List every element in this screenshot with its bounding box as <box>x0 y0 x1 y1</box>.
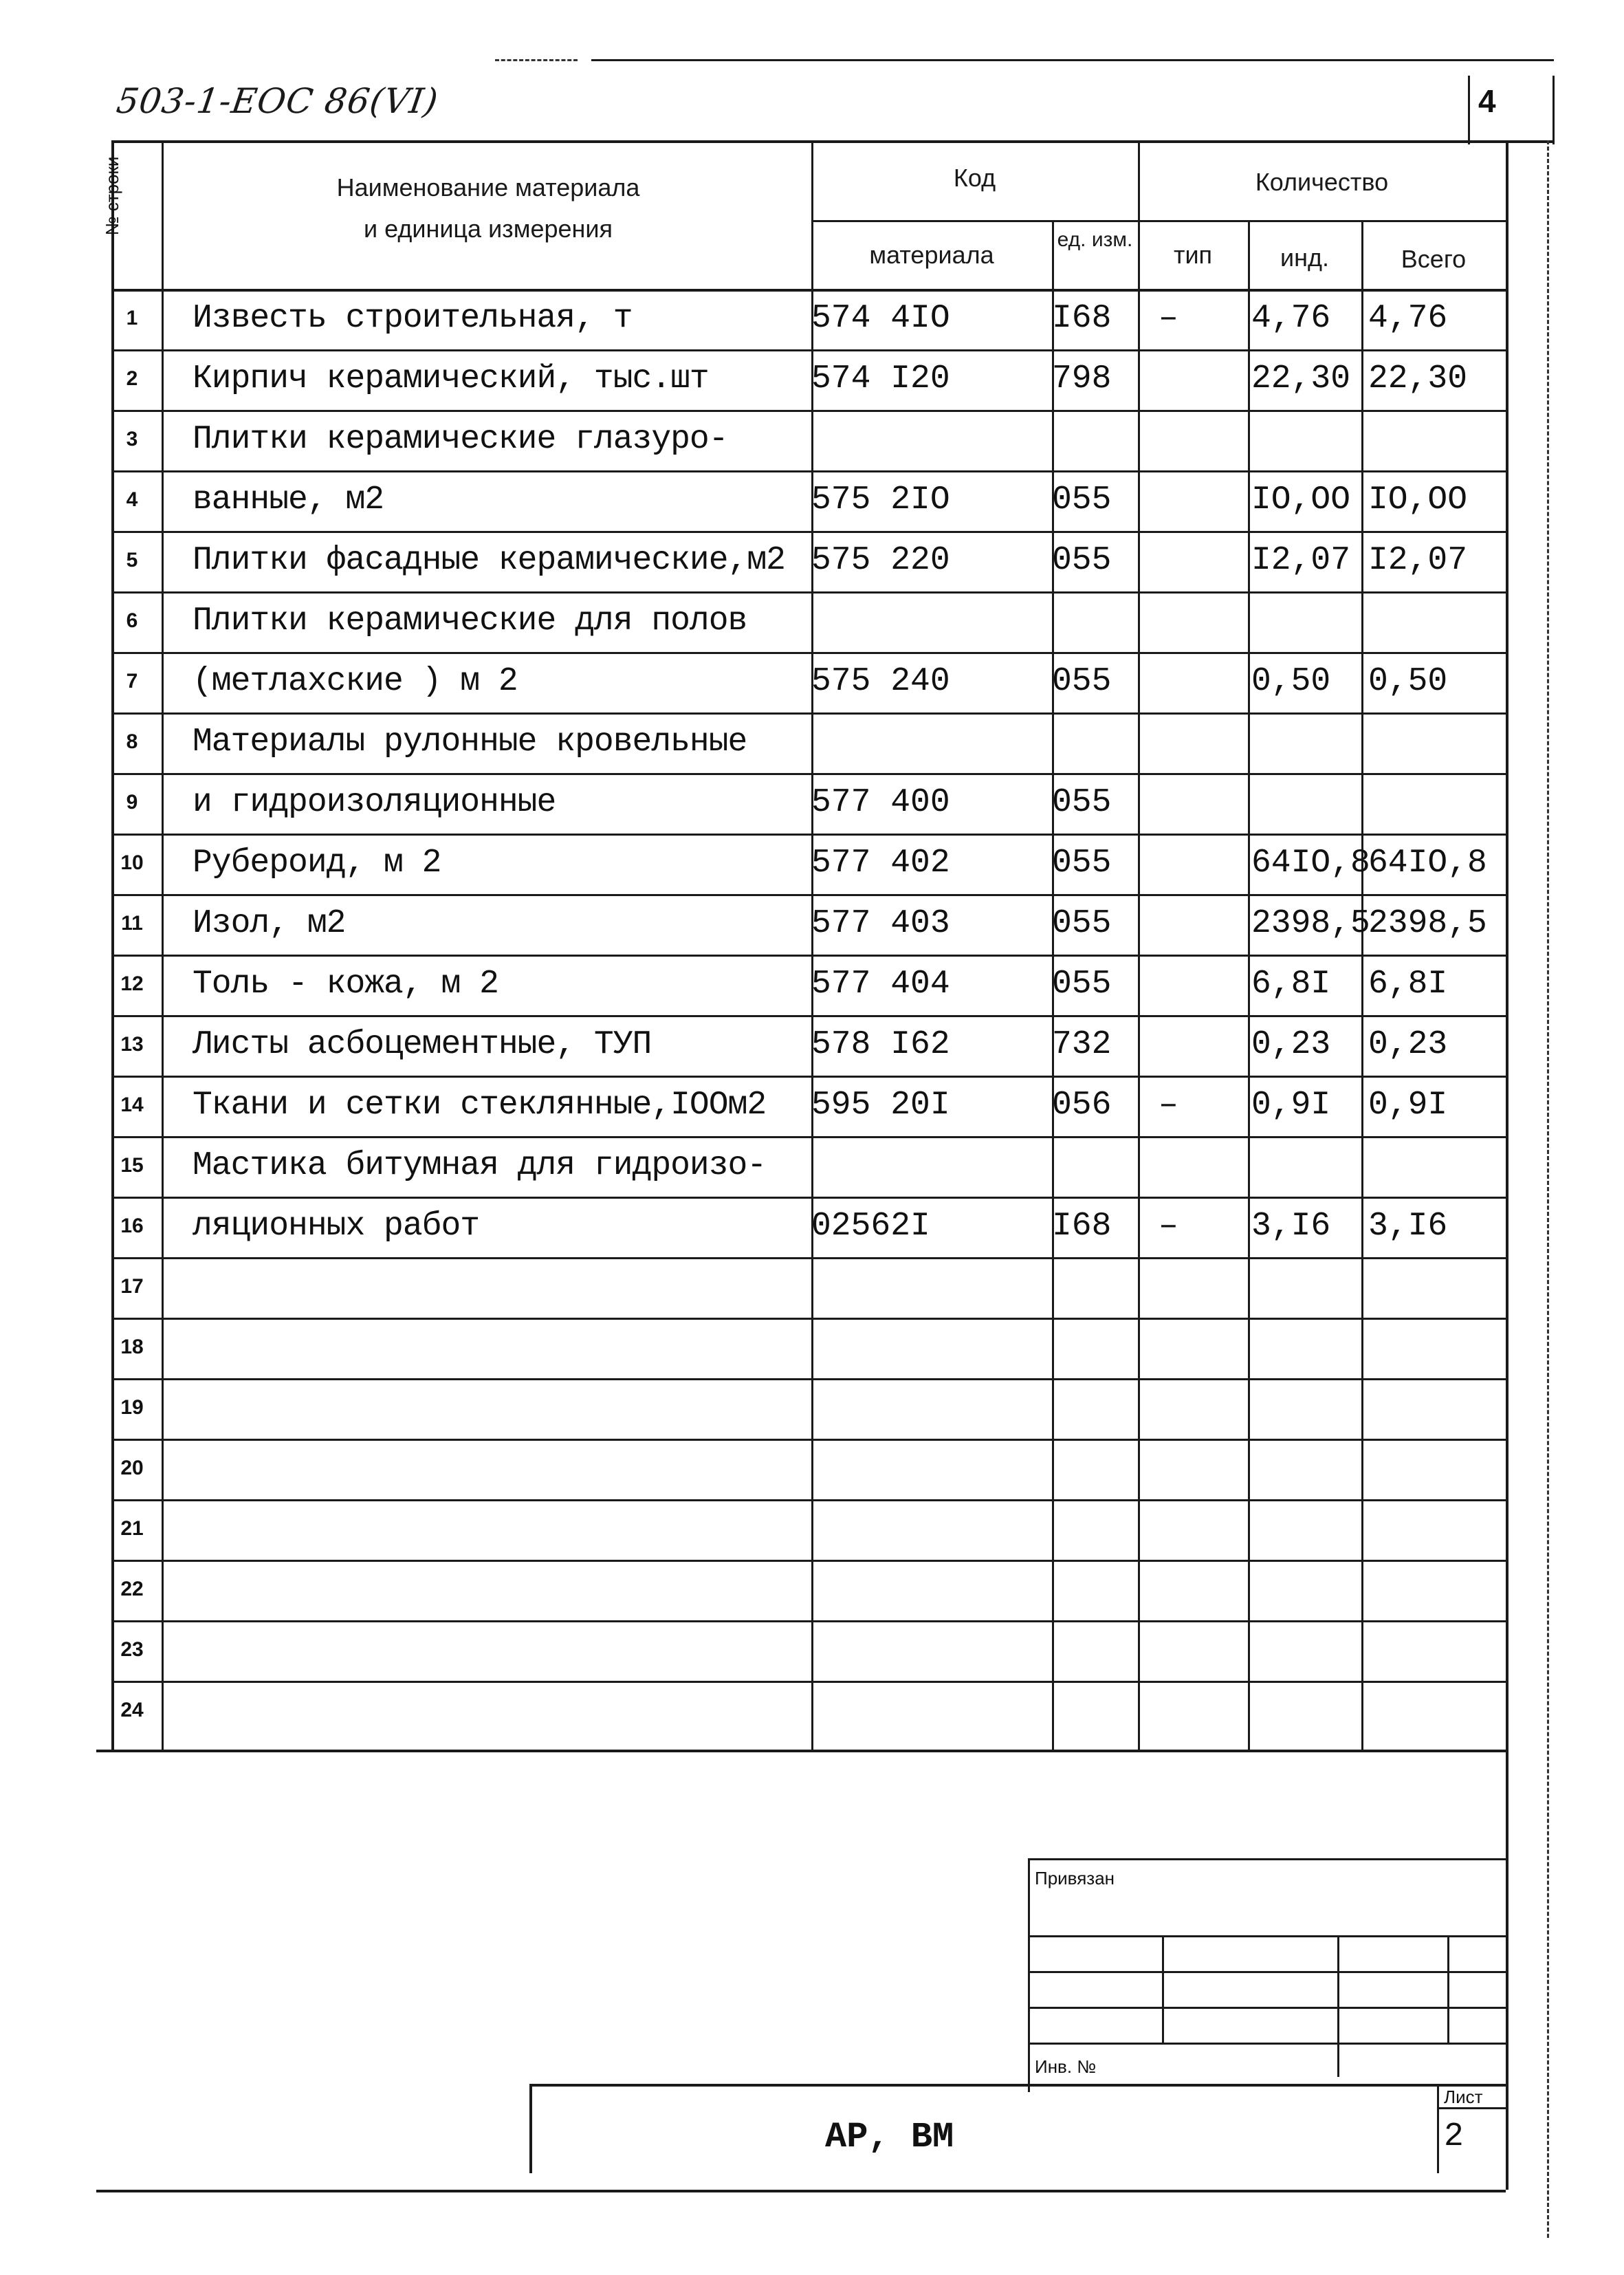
qty-total: 3,I6 <box>1368 1208 1448 1245</box>
page-frame-right-top <box>1552 76 1555 144</box>
privyazan-label: Привязан <box>1035 1868 1115 1888</box>
qty-total: 64IO,8 <box>1368 845 1487 882</box>
row-number: 12 <box>120 972 144 995</box>
material-name: Материалы рулонные кровельные <box>193 723 747 761</box>
row-rule <box>111 410 1506 412</box>
top-dash <box>495 59 578 61</box>
row-rule <box>111 955 1506 957</box>
row-rule <box>111 1136 1506 1138</box>
row-number: 20 <box>120 1457 144 1479</box>
page-bottom-rule <box>96 2190 1506 2192</box>
row-rule <box>111 1197 1506 1199</box>
ind-column-border <box>1361 220 1363 1750</box>
qty-ind: 0,23 <box>1251 1026 1331 1063</box>
qty-ind: 22,30 <box>1251 360 1351 398</box>
page-right-dashed-edge <box>1547 140 1549 2238</box>
unit-column-border <box>1138 140 1140 1750</box>
table-top-border <box>111 140 1552 143</box>
qty-ind: 64IO,8 <box>1251 845 1370 882</box>
header-qty-total: Всего <box>1401 245 1467 273</box>
titleblock-col-1 <box>1162 1935 1164 2043</box>
sheet-label: Лист <box>1444 2087 1483 2107</box>
stamp-left-border <box>529 2084 532 2173</box>
page-number-divider <box>1468 76 1470 144</box>
material-name: (метлахские ) м 2 <box>193 663 518 700</box>
row-number: 18 <box>120 1336 144 1358</box>
qty-ind: 4,76 <box>1251 300 1331 337</box>
stamp-top-rule <box>529 2084 1506 2087</box>
document-code: 503-1-ЕОС 86(VI) <box>113 81 441 121</box>
material-name: Известь строительная, т <box>193 300 633 337</box>
qty-ind: 2398,5 <box>1251 905 1370 942</box>
material-name: Плитки фасадные керамические,м2 <box>193 542 785 579</box>
unit-code: 798 <box>1052 360 1112 398</box>
qty-ind: I2,07 <box>1251 542 1351 579</box>
titleblock-rule-1 <box>1028 1935 1506 1937</box>
unit-code: 055 <box>1052 845 1112 882</box>
unit-code: I68 <box>1052 300 1112 337</box>
unit-code: 055 <box>1052 784 1112 821</box>
material-code: 577 404 <box>811 966 950 1003</box>
qty-total: IO,OO <box>1368 481 1468 519</box>
row-number: 21 <box>120 1517 144 1540</box>
top-rule <box>591 59 1554 61</box>
row-rule <box>111 1560 1506 1562</box>
header-code: Код <box>953 164 996 192</box>
row-rule <box>111 1076 1506 1078</box>
unit-code: 732 <box>1052 1026 1112 1063</box>
row-number: 14 <box>120 1093 144 1116</box>
unit-code: 056 <box>1052 1087 1112 1124</box>
material-name: Плитки керамические глазуро- <box>193 421 728 458</box>
unit-code: 055 <box>1052 542 1112 579</box>
header-code-material: материала <box>869 241 994 269</box>
row-number: 2 <box>126 367 138 390</box>
sheet-number: 2 <box>1444 2118 1464 2155</box>
row-rule <box>111 1620 1506 1622</box>
material-code: 574 4IO <box>811 300 950 337</box>
titleblock-rule-4 <box>1028 2043 1506 2045</box>
header-code-unit: ед. изм. <box>1057 228 1133 251</box>
material-name: и гидроизоляционные <box>193 784 556 821</box>
titleblock-left-border <box>1028 1858 1030 2092</box>
row-rule <box>111 834 1506 836</box>
row-rule <box>111 1439 1506 1441</box>
row-rule <box>111 773 1506 775</box>
row-number: 13 <box>120 1033 144 1056</box>
titleblock-rule-3 <box>1028 2007 1506 2009</box>
material-code: 577 402 <box>811 845 950 882</box>
row-number: 23 <box>120 1638 144 1661</box>
row-rule <box>111 1681 1506 1683</box>
row-rule <box>111 1499 1506 1501</box>
row-rule <box>111 1378 1506 1380</box>
qty-type: – <box>1159 1087 1178 1124</box>
titleblock-col-2 <box>1337 1935 1339 2077</box>
row-number: 22 <box>120 1578 144 1600</box>
material-code: 577 400 <box>811 784 950 821</box>
row-number: 11 <box>121 912 143 935</box>
qty-ind: 6,8I <box>1251 966 1331 1003</box>
material-name: Мастика битумная для гидроизо- <box>193 1147 767 1184</box>
material-code: 575 220 <box>811 542 950 579</box>
qty-ind: 3,I6 <box>1251 1208 1331 1245</box>
material-name: Толь - кожа, м 2 <box>193 966 498 1003</box>
row-rule <box>111 652 1506 654</box>
row-rule <box>111 1257 1506 1259</box>
header-bottom-rule <box>111 289 1506 292</box>
material-name: ляционных работ <box>193 1208 480 1245</box>
row-number: 5 <box>126 549 138 572</box>
row-rule <box>111 712 1506 715</box>
material-code: 578 I62 <box>811 1026 950 1063</box>
qty-type: – <box>1159 1208 1178 1245</box>
header-name-line2: и единица измерения <box>363 215 613 243</box>
material-name: Кирпич керамический, тыс.шт <box>193 360 709 398</box>
stamp-sheet-divider <box>1437 2084 1439 2173</box>
type-column-border <box>1248 220 1250 1750</box>
table-right-border <box>1506 140 1508 2190</box>
material-code: 574 I20 <box>811 360 950 398</box>
titleblock-rule-2 <box>1028 1971 1506 1973</box>
header-name-line1: Наименование материала <box>336 173 640 202</box>
row-number: 7 <box>126 670 138 693</box>
material-code: 577 403 <box>811 905 950 942</box>
row-number: 15 <box>120 1154 144 1177</box>
material-code: 02562I <box>811 1208 930 1245</box>
qty-type: – <box>1159 300 1178 337</box>
header-qty-type: тип <box>1173 241 1213 269</box>
qty-ind: IO,OO <box>1251 481 1351 519</box>
qty-total: 4,76 <box>1368 300 1448 337</box>
titleblock-col-3 <box>1447 1935 1449 2043</box>
header-mid-rule <box>811 220 1506 222</box>
page-number: 4 <box>1478 83 1496 119</box>
rownum-column-border <box>162 140 164 1750</box>
qty-ind: 0,9I <box>1251 1087 1331 1124</box>
row-number: 16 <box>120 1215 144 1237</box>
material-name: Плитки керамические для полов <box>193 602 747 640</box>
unit-code: 055 <box>1052 966 1112 1003</box>
qty-total: 2398,5 <box>1368 905 1487 942</box>
qty-total: 0,9I <box>1368 1087 1448 1124</box>
row-number: 8 <box>126 730 138 753</box>
row-rule <box>111 470 1506 472</box>
material-code: 575 2IO <box>811 481 950 519</box>
row-number: 1 <box>126 307 138 329</box>
table-bottom-rule <box>96 1750 1506 1752</box>
qty-total: 22,30 <box>1368 360 1468 398</box>
row-number: 4 <box>126 488 138 511</box>
unit-code: 055 <box>1052 905 1112 942</box>
document-title: АР, ВМ <box>825 2117 954 2157</box>
qty-ind: 0,50 <box>1251 663 1331 700</box>
row-rule <box>111 591 1506 594</box>
row-number: 17 <box>120 1275 144 1298</box>
row-rule <box>111 1318 1506 1320</box>
row-number: 9 <box>126 791 138 814</box>
material-name: Рубероид, м 2 <box>193 845 441 882</box>
header-row-no: № строки <box>102 156 122 236</box>
row-number: 10 <box>120 851 144 874</box>
material-name: Листы асбоцементные, ТУП <box>193 1026 652 1063</box>
material-name: Ткани и сетки стеклянные,IOOм2 <box>193 1087 767 1124</box>
header-qty-ind: инд. <box>1280 243 1329 272</box>
material-name: Изол, м2 <box>193 905 346 942</box>
unit-code: 055 <box>1052 663 1112 700</box>
row-number: 19 <box>120 1396 144 1419</box>
unit-code: I68 <box>1052 1208 1112 1245</box>
unit-code: 055 <box>1052 481 1112 519</box>
qty-total: 0,50 <box>1368 663 1448 700</box>
row-rule <box>111 894 1506 896</box>
row-rule <box>111 531 1506 533</box>
row-rule <box>111 1015 1506 1017</box>
qty-total: 0,23 <box>1368 1026 1448 1063</box>
material-code: 595 20I <box>811 1087 950 1124</box>
qty-total: I2,07 <box>1368 542 1468 579</box>
row-number: 6 <box>126 609 138 632</box>
row-number: 24 <box>120 1699 144 1721</box>
header-quantity: Количество <box>1255 168 1389 196</box>
titleblock-top-rule <box>1028 1858 1506 1860</box>
row-rule <box>111 349 1506 351</box>
inv-no-label: Инв. № <box>1035 2056 1097 2077</box>
row-number: 3 <box>126 428 138 450</box>
material-code: 575 240 <box>811 663 950 700</box>
material-name: ванные, м2 <box>193 481 384 519</box>
qty-total: 6,8I <box>1368 966 1448 1003</box>
